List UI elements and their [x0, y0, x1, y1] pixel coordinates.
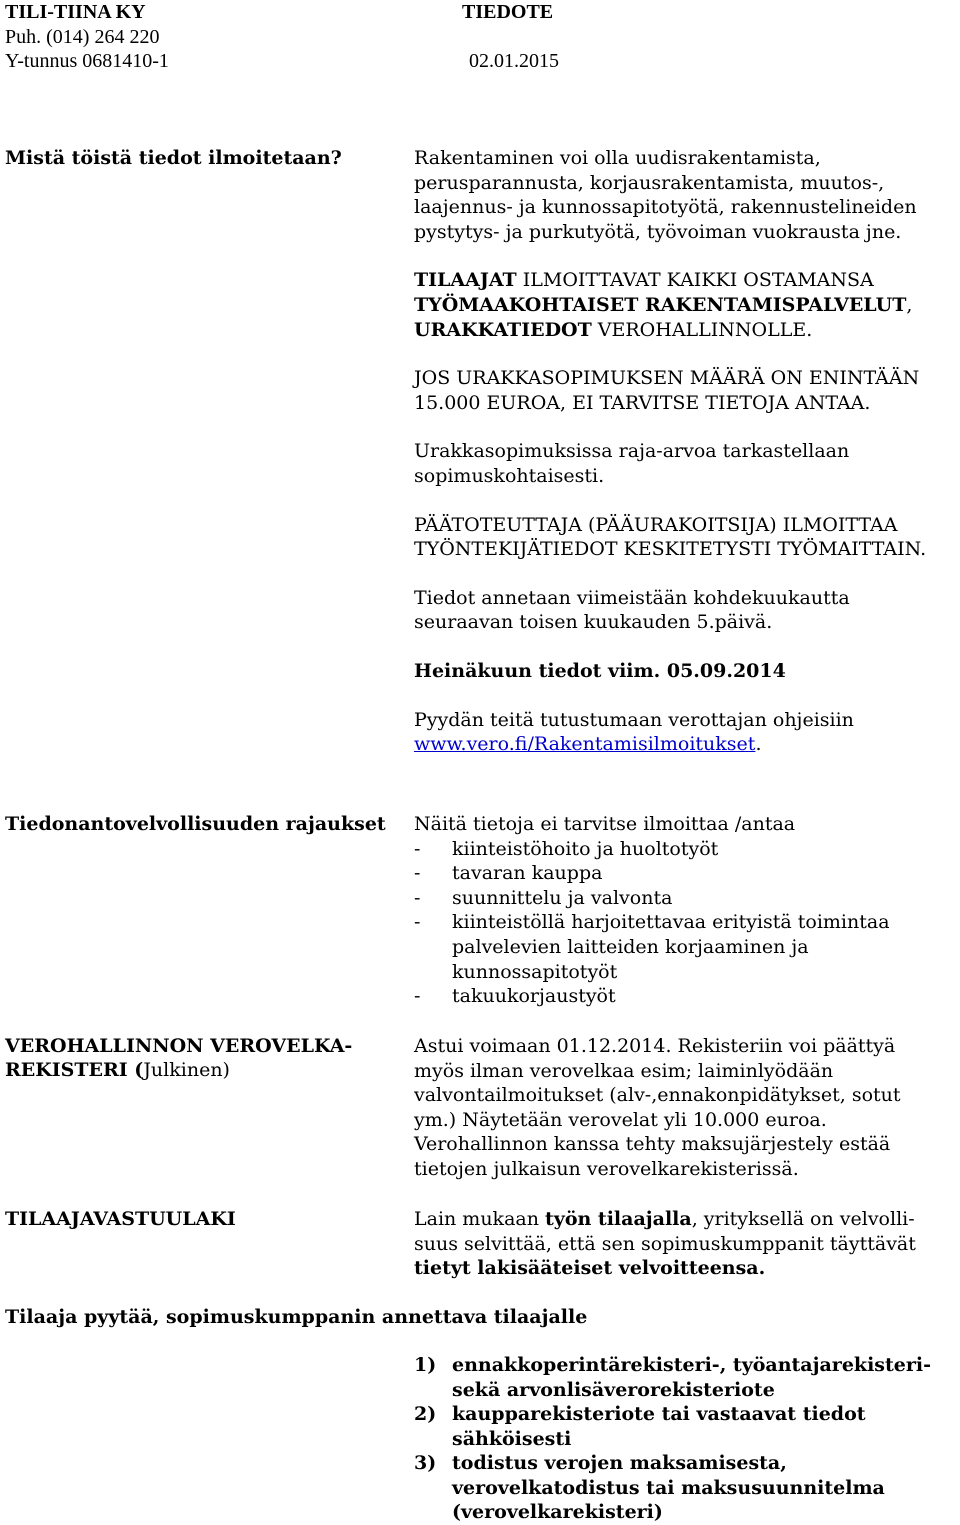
section-reporting-heading: Mistä töistä tiedot ilmoitetaan? — [5, 147, 342, 169]
main-contractor-notice: PÄÄTOTEUTTAJA (PÄÄURAKOITSIJA) ILMOITTAA TYÖNTEKIJÄTIEDOT KESKITETYSTI TYÖMAITTAIN. — [414, 513, 927, 561]
document-date: 02.01.2015 — [469, 50, 559, 72]
vero-guide-link[interactable]: www.vero.fi/Rakentamisilmoitukset — [414, 733, 756, 756]
section-tax-debt-register-body: Astui voimaan 01.12.2014. Rekisteriin voi päättyä myös ilman verovelkaa esim; laiminlyödään valvontailmoitukset (alv-,ennakonpidätykset, sotut ym.) Näytetään verovelat yli 10.000 euroa. Verohallinnon kanssa tehty maksujärjestely estää tietojen julkaisun verovelkarekisterissä. — [414, 1035, 901, 1180]
list-item: - kiinteistöllä harjoitettavaa erityistä toimintaa — [414, 911, 890, 934]
section-orderer-liability-body: Lain mukaan työn tilaajalla, yrityksellä on velvolli- suus selvittää, että sen sopimuskumppanit täyttävät tietyt lakisääteiset velvoitteensa. — [414, 1208, 916, 1280]
list-item: - tavaran kauppa — [414, 862, 603, 885]
section-tax-debt-register-heading: VEROHALLINNON VEROVELKA- REKISTERI (Julkinen) — [5, 1035, 353, 1081]
list-item: - takuukorjaustyöt — [414, 985, 616, 1008]
list-item: 2) kaupparekisteriote tai vastaavat tiedot sähköisesti — [414, 1403, 866, 1450]
list-item: 3) todistus verojen maksamisesta, verovelkatodistus tai maksusuunnitelma (verovelkarekisteri) — [414, 1452, 885, 1523]
july-deadline: Heinäkuun tiedot viim. 05.09.2014 — [414, 659, 786, 682]
company-phone: Puh. (014) 264 220 — [5, 26, 160, 48]
contract-limit-notice: JOS URAKKASOPIMUKSEN MÄÄRÄ ON ENINTÄÄN 15.000 EUROA, EI TARVITSE TIETOJA ANTAA. — [414, 367, 920, 414]
company-name: TILI-TIINA KY — [5, 1, 146, 23]
list-item: - kiinteistöhoito ja huoltotyöt — [414, 837, 719, 860]
list-item: - suunnittelu ja valvonta — [414, 886, 673, 909]
orderers-notice: TILAAJAT ILMOITTAVAT KAIKKI OSTAMANSA TYÖMAAKOHTAISET RAKENTAMISPALVELUT, URAKKATIEDOT VEROHALLINNOLLE. — [414, 269, 913, 341]
business-id: Y-tunnus 0681410-1 — [5, 50, 169, 72]
section-exclusions-body: Näitä tietoja ei tarvitse ilmoittaa /antaa - kiinteistöhoito ja huoltotyöt - tavaran kauppa - suunnittelu ja valvonta - kiinteistöllä harjoitettavaa erityistä toimintaa palvelevien laitteiden korjaaminen ja kunnossapitotyöt - takuukorjaustyöt — [414, 812, 960, 1009]
document-type: TIEDOTE — [462, 1, 554, 23]
required-documents-list — [414, 1353, 931, 1525]
guide-paragraph: Pyydän teitä tutustumaan verottajan ohjeisiin www.vero.fi/Rakentamisilmoitukset. — [414, 708, 854, 756]
exclusions-intro: Näitä tietoja ei tarvitse ilmoittaa /antaa — [414, 813, 796, 835]
section-required-documents-heading: Tilaaja pyytää, sopimuskumppanin annettava tilaajalle — [5, 1306, 588, 1328]
section-orderer-liability-heading: TILAAJAVASTUULAKI — [5, 1208, 236, 1230]
section-exclusions-heading: Tiedonantovelvollisuuden rajaukset — [5, 813, 386, 835]
list-item: 1) ennakkoperintärekisteri-, työantajarekisteri- sekä arvonlisäverorekisteriote — [414, 1354, 931, 1401]
section-reporting-body — [414, 146, 960, 757]
deadline-notice: Tiedot annetaan viimeistään kohdekuukautta seuraavan toisen kuukauden 5.päivä. — [414, 586, 850, 634]
contract-threshold-note: Urakkasopimuksissa raja-arvoa tarkastellaan sopimuskohtaisesti. — [414, 440, 850, 487]
construction-intro: Rakentaminen voi olla uudisrakentamista, perusparannusta, korjausrakentamista, muutos-, laajennus- ja kunnossapitotyötä, rakennustelineiden pystytys- ja purkutyötä, työvoiman vuokrausta jne. — [414, 147, 917, 243]
